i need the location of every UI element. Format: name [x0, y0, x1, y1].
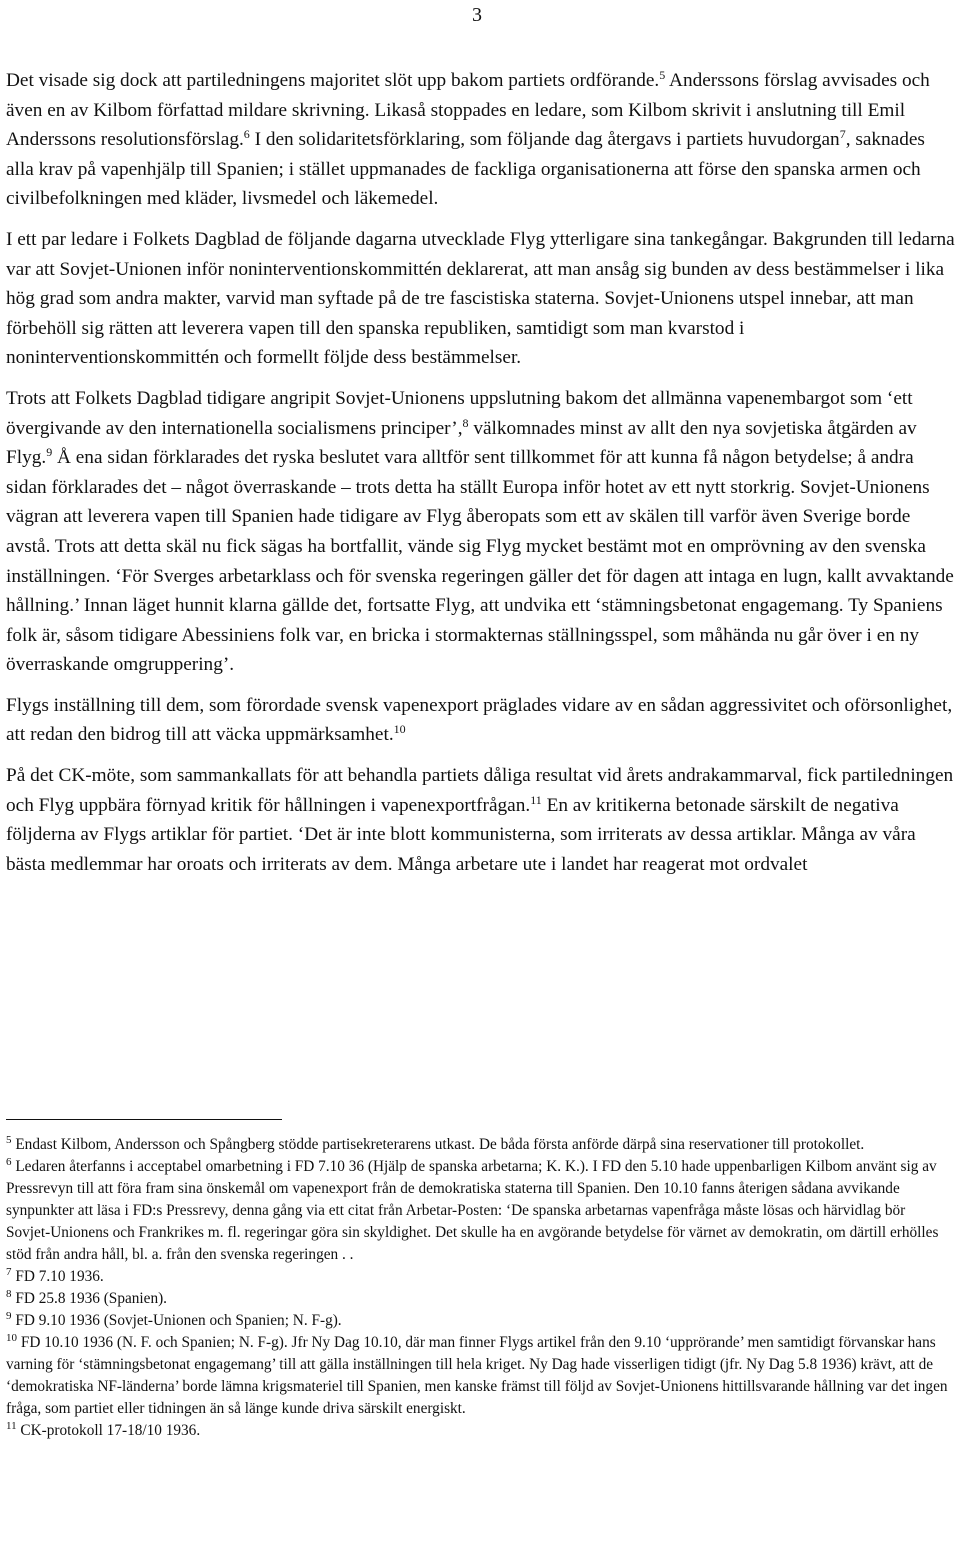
footnote-ref: 8	[462, 415, 469, 430]
text-run: Å ena sidan förklarades det ryska beslutet vara alltför sent tillkommet för att kunna få någon betydelse; å andra sidan förklarades det – något överraskande – trots detta ha ställt Europa inför hotet av ett nytt storkrig. Sovjet-Unionens vägran att leverera vapen till Spanien hade tidigare av Flyg åberopats som ett av skälen till varför även Sverige borde avstå. Trots att detta skäl nu fick sägas ha bortfallit, vände sig Flyg mycket bestämt mot en omprövning av den svenska inställningen. ‘För Sverges arbetarklass och för svenska regeringen gäller det för dagen att intaga en lugn, kallt avvaktande hållning.’ Innan läget hunnit klarna gällde det, fortsatte Flyg, att undvika ett ‘stämningsbetonat engagemang. Ty Spaniens folk är, såsom tidigare Abessiniens folk var, en bricka i stormakternas ställningsspel, som måhända nu går över i en ny överraskande omgruppering’.	[6, 447, 954, 676]
paragraph	[6, 761, 956, 879]
footnote-ref: 9	[46, 444, 53, 459]
text-run: Trots att Folkets Dagblad tidigare angripit Sovjet-Unionens uppslutning bakom det allmänna vapenembargot som ‘ett övergivande av den internationella socialismens principer’,	[6, 387, 913, 439]
footnote-number: 11	[6, 1419, 17, 1432]
footnote-ref: 10	[393, 722, 406, 737]
footnote-divider	[6, 1119, 282, 1120]
main-text	[6, 66, 956, 890]
footnote	[6, 1156, 950, 1266]
footnote-text: CK-protokoll 17-18/10 1936.	[16, 1422, 201, 1439]
text-run: I ett par ledare i Folkets Dagblad de följande dagarna utvecklade Flyg ytterligare sina tankegångar. Bakgrunden till ledarna var att Sovjet-Unionen inför noninterventionskommittén deklarerat, att man ansåg sig bunden av dess bestämmelser i lika hög grad som andra makter, varvid man syftade på de tre fascistiska staterna. Sovjet-Unionens utspel innebar, att man förbehöll sig rätten att leverera vapen till den spanska republiken, samtidigt som man kvarstod i noninterventionskommittén och formellt följde dess bestämmelser.	[6, 228, 955, 369]
text-run: välkomnades minst av allt den nya sovjetiska åtgärden av Flyg.	[6, 417, 917, 469]
footnote-text: Ledaren återfanns i acceptabel omarbetning i FD 7.10 36 (Hjälp de spanska arbetarna; K. K.). I FD den 5.10 hade uppenbarligen Kilbom använt sig av Pressrevyn till att föra fram sina önskemål om vapenexport från de demokratiska staterna till Spanien. Den 10.10 fanns återigen sådana avvikande synpunkter att läsa i FD:s Pressrevy, denna gång via ett citat från Arbetar-Posten: ‘De spanska arbetarnas vapenfråga måste lösas och härvidlag bör Sovjet-Unionens och Frankrikes m. fl. regeringar göra sin skyldighet. Det skulle ha en avgörande betydelse för värnet av demokratin, om därtill erhölles stöd från andra håll, bl. a. från den svenska regeringen . .	[6, 1158, 939, 1263]
paragraph	[6, 691, 956, 750]
footnote	[6, 1134, 950, 1156]
paragraph	[6, 66, 956, 214]
footnote-number: 10	[6, 1331, 17, 1344]
text-run: Anderssons förslag avvisades och även en av Kilbom författad mildare skrivning. Likaså stoppades en ledare, som Kilbom skrivit i anslutning till Emil Anderssons resolutionsförslag.	[6, 70, 930, 151]
footnote-ref: 5	[659, 67, 666, 82]
footnote-text: FD 7.10 1936.	[11, 1268, 104, 1285]
footnote	[6, 1288, 950, 1310]
footnote-text: FD 9.10 1936 (Sovjet-Unionen och Spanien; N. F-g).	[11, 1312, 342, 1329]
footnote	[6, 1310, 950, 1332]
footnote-text: Endast Kilbom, Andersson och Spångberg stödde partisekreterarens utkast. De båda första anförde därpå sina reservationer till protokollet.	[11, 1136, 865, 1153]
page-number: 3	[472, 4, 482, 26]
footnote-number: 8	[6, 1287, 12, 1300]
text-run: I den solidaritetsförklaring, som följande dag återgavs i partiets huvudorgan	[249, 129, 840, 151]
text-run: På det CK-möte, som sammankallats för att behandla partiets dåliga resultat vid årets andrakammarval, fick partiledningen och Flyg uppbära förnyad kritik för hållningen i vapenexportfrågan.	[6, 765, 954, 816]
footnote-ref: 11	[530, 792, 542, 807]
text-run: , saknades alla krav på vapenhjälp till Spanien; i stället uppmanades de fackliga organisationerna att förse den spanska armen och civilbefolkningen med kläder, livsmedel och läkemedel.	[6, 129, 925, 210]
footnote-text: FD 25.8 1936 (Spanien).	[11, 1290, 168, 1307]
footnote-number: 5	[6, 1133, 12, 1146]
paragraph	[6, 384, 956, 680]
footnote-text: FD 10.10 1936 (N. F. och Spanien; N. F-g). Jfr Ny Dag 10.10, där man finner Flygs artikel från den 9.10 ‘upprörande’ men samtidigt förvanskar hans varning för ‘stämningsbetonat engagemang’ till att gälla inställningen till hela kriget. Ny Dag hade visserligen tidigt (jfr. Ny Dag 5.8 1936) krävt, att de ‘demokratiska NF-länderna’ borde lämna krigsmateriel till Spanien, men kanske främst till följd av Sovjet-Unionens hittillsvarande hållning var det ingen fråga, som partiet eller tidningen än så länge kunde driva särskilt energiskt.	[6, 1334, 948, 1417]
footnote	[6, 1266, 950, 1288]
text-run: Flygs inställning till dem, som förordade svensk vapenexport präglades vidare av en sådan aggressivitet och oförsonlighet, att redan den bidrog till att väcka uppmärksamhet.	[6, 694, 953, 746]
footnotes	[6, 1134, 950, 1442]
footnote-ref: 6	[243, 127, 250, 141]
footnote-ref: 7	[839, 127, 846, 141]
footnote-number: 7	[6, 1265, 12, 1278]
footnote-number: 6	[6, 1155, 12, 1168]
text-run: En av kritikerna betonade särskilt de negativa följderna av Flygs artiklar för partiet. ‘Det är inte blott kommunisterna, som irriterats av dessa artiklar. Många av våra bästa medlemmar har oroats och irriterats av dem. Många arbetare ute i landet har reagerat mot ordvalet	[6, 794, 916, 875]
footnote-number: 9	[6, 1309, 12, 1322]
footnote	[6, 1420, 950, 1442]
paragraph	[6, 225, 956, 373]
text-run: Det visade sig dock att partiledningens majoritet slöt upp bakom partiets ordförande.	[6, 70, 660, 91]
footnote	[6, 1332, 950, 1420]
